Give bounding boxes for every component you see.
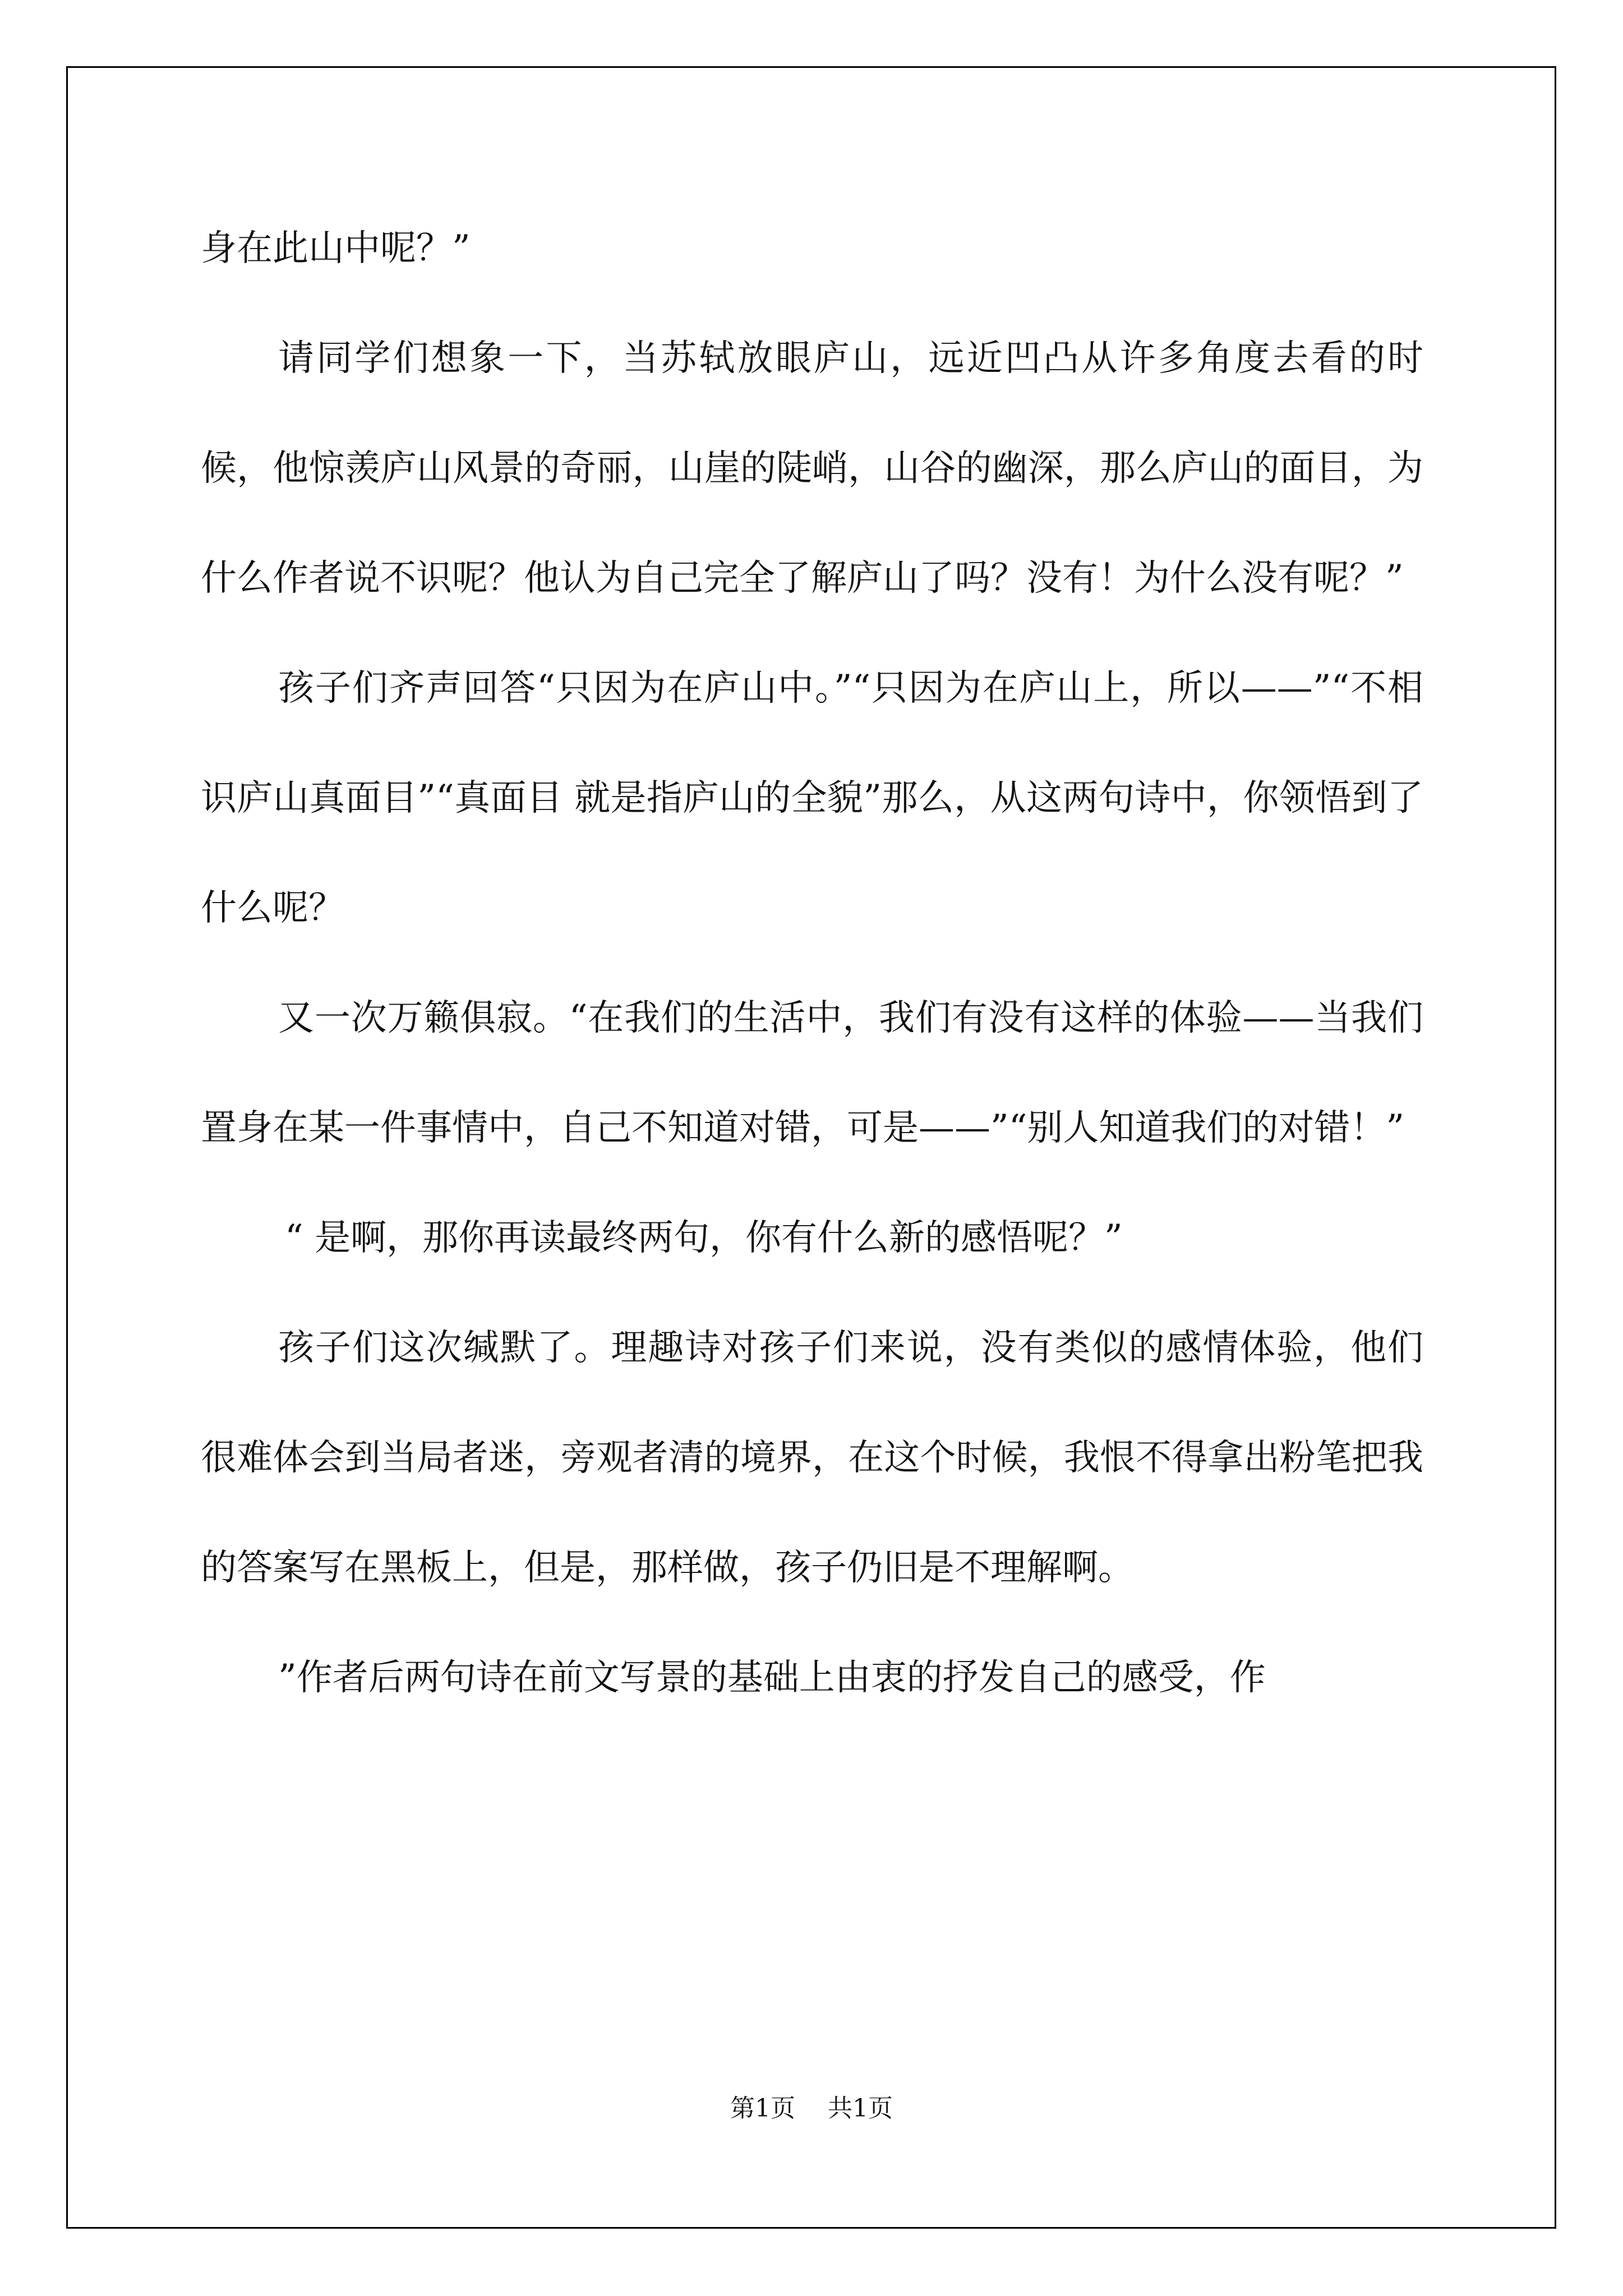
page-footer [0, 2088, 1623, 2124]
paragraph-3: 孩子们齐声回答“只因为在庐山中。”“只因为在庐山上，所以——”“不相识庐山真面目”“真面目 就是指庐山的全貌”那么，从这两句诗中，你领悟到了什么呢？ [201, 668, 1423, 929]
paragraph-2: 请同学们想象一下，当苏轼放眼庐山，远近凹凸从许多角度去看的时候，他惊羡庐山风景的奇丽，山崖的陡峭，山谷的幽深，那么庐山的面目，为什么作者说不识呢？他认为自己完全了解庐山了吗？没有！为什么没有呢？” [201, 338, 1423, 599]
paragraph-5: “ 是啊，那你再读最终两句，你有什么新的感悟呢？” [285, 1217, 1123, 1259]
paragraph-6: 孩子们这次缄默了。理趣诗对孩子们来说，没有类似的感情体验，他们很难体会到当局者迷，旁观者清的境界，在这个时候，我恨不得拿出粉笔把我的答案写在黑板上，但是，那样做，孩子仍旧是不理解啊。 [201, 1327, 1423, 1589]
document-body [201, 194, 1423, 1733]
page-number-total: 共1页 [828, 2094, 893, 2123]
paragraph-7: ”作者后两句诗在前文写景的基础上由衷的抒发自己的感受，作 [278, 1657, 1266, 1699]
paragraph-4: 又一次万籁俱寂。“在我们的生活中，我们有没有这样的体验——当我们置身在某一件事情中，自己不知道对错，可是——”“别人知道我们的对错！” [201, 997, 1423, 1149]
paragraph-1: 身在此山中呢？” [201, 228, 471, 269]
page-number-current: 第1页 [730, 2094, 795, 2123]
